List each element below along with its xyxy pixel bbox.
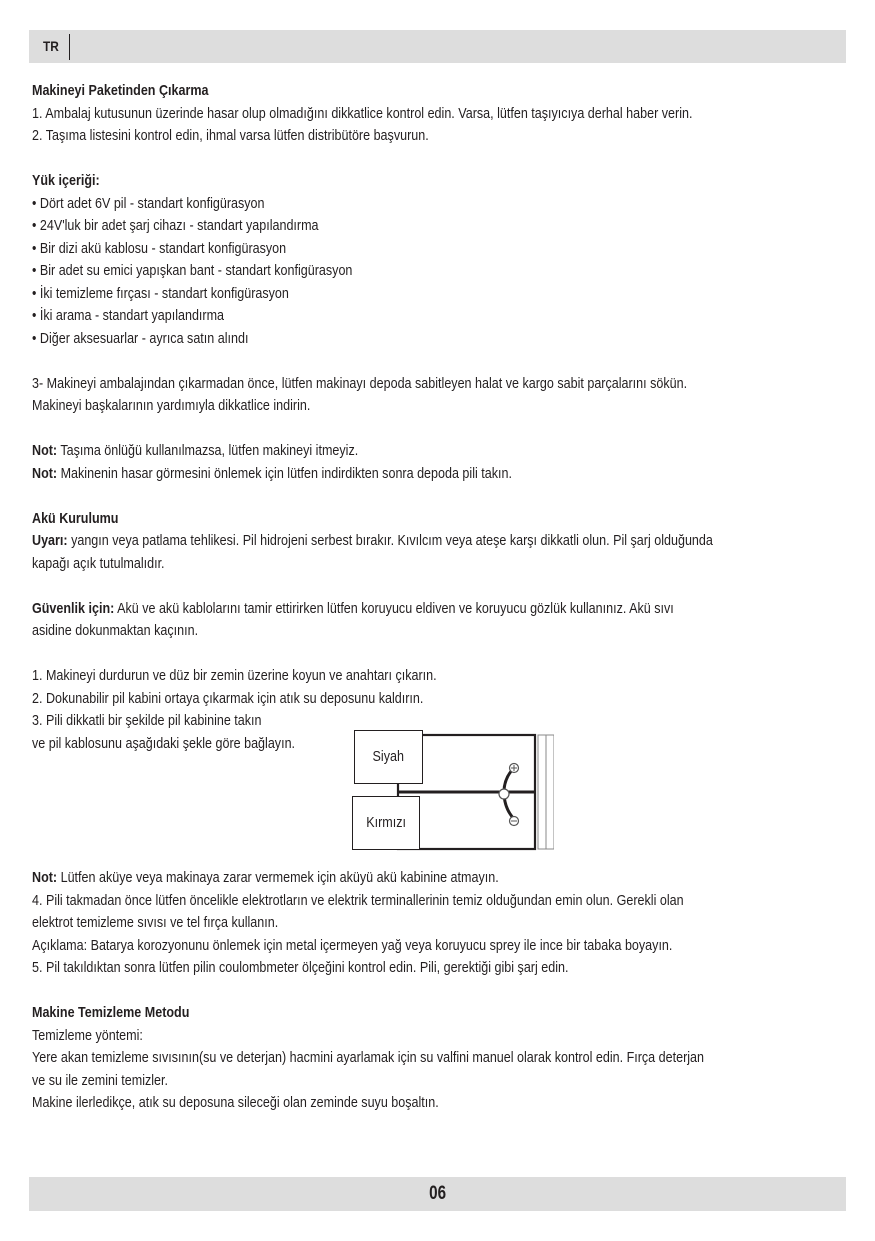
warning-label: Uyarı: [32, 533, 68, 549]
safety-text-cont: asidine dokunmaktan kaçının. [32, 623, 199, 639]
cleaning-line: Makine ilerledikçe, atık su deposuna sileceği olan zeminde suyu boşaltın. [32, 1095, 439, 1111]
note-label: Not: [32, 443, 58, 459]
note-line [32, 440, 737, 463]
warning-line [32, 530, 737, 553]
contents-item: • 24V'luk bir adet şarj cihazı - standart yapılandırma [32, 218, 319, 234]
page-footer-bar [29, 1177, 846, 1211]
unloading-line: Makineyi başkalarının yardımıyla dikkatlice indirin. [32, 398, 311, 414]
contents-item: • Bir adet su emici yapışkan bant - standart konfigürasyon [32, 263, 353, 279]
section-title-contents: Yük içeriği: [32, 173, 100, 189]
warning-text: yangın veya patlama tehlikesi. Pil hidrojeni serbest bırakır. Kıvılcım veya ateşe karşı dikkatli olun. Pil şarj olduğunda [67, 533, 713, 549]
battery-step: ve pil kablosunu aşağıdaki şekle göre bağlayın. [32, 735, 296, 752]
battery-wiring-diagram [354, 730, 554, 854]
page-header-bar [29, 30, 846, 63]
safety-line [32, 598, 737, 621]
warning-text-cont: kapağı açık tutulmalıdır. [32, 555, 165, 572]
battery-after-line: Açıklama: Batarya korozyonunu önlemek için metal içermeyen yağ veya koruyucu sprey ile ince bir tabaka boyayın. [32, 937, 673, 954]
note-text: Makinenin hasar görmesini önlemek için lütfen indirdikten sonra depoda pili takın. [57, 465, 512, 482]
battery-step: 1. Makineyi durdurun ve düz bir zemin üzerine koyun ve anahtarı çıkarın. [32, 668, 437, 684]
note-line [32, 463, 737, 486]
language-code: TR [43, 38, 59, 54]
cleaning-line: ve su ile zemini temizler. [32, 1072, 169, 1089]
cleaning-line: Temizleme yöntemi: [32, 1027, 143, 1044]
unloading-line: 3- Makineyi ambalajından çıkarmadan önce, lütfen makinayı depoda sabitleyen halat ve kargo sabit parçalarını sökün. [32, 375, 688, 392]
safety-text: Akü ve akü kablolarını tamir ettirirken lütfen koruyucu eldiven ve koruyucu gözlük kullanınız. Akü sıvı [114, 600, 674, 617]
note-line [32, 867, 737, 890]
battery-after-line: 4. Pili takmadan önce lütfen öncelikle elektrotların ve elektrik terminallerinin temiz olduğundan emin olun. Gerekli olan [32, 892, 684, 909]
unpacking-step: 2. Taşıma listesini kontrol edin, ihmal varsa lütfen distribütöre başvurun. [32, 128, 429, 144]
note-label: Not: [32, 870, 58, 886]
contents-item: • İki temizleme fırçası - standart konfigürasyon [32, 285, 289, 302]
section-title-unpacking: Makineyi Paketinden Çıkarma [32, 83, 209, 99]
contents-item: • Diğer aksesuarlar - ayrıca satın alındı [32, 330, 249, 347]
battery-after-line: elektrot temizleme sıvısı ve tel fırça kullanın. [32, 915, 279, 931]
header-divider [69, 34, 70, 60]
battery-after-line: 5. Pil takıldıktan sonra lütfen pilin coulombmeter ölçeğini kontrol edin. Pili, gerektiği gibi şarj edin. [32, 960, 569, 976]
page-content [32, 80, 852, 1115]
safety-label: Güvenlik için: [32, 600, 115, 617]
black-cable-label: Siyah [354, 730, 423, 784]
note-text: Taşıma önlüğü kullanılmazsa, lütfen makineyi itmeyiz. [57, 443, 359, 459]
note-label: Not: [32, 465, 58, 482]
contents-item: • İki arama - standart yapılandırma [32, 308, 225, 324]
note-text: Lütfen aküye veya makinaya zarar vermemek için aküyü akü kabinine atmayın. [57, 870, 499, 886]
battery-step: 3. Pili dikkatli bir şekilde pil kabinine takın [32, 713, 262, 729]
page-number: 06 [429, 1183, 446, 1204]
cleaning-line: Yere akan temizleme sıvısının(su ve deterjan) hacmini ayarlamak için su valfini manuel olarak kontrol edin. Fırça deterjan [32, 1050, 705, 1066]
section-title-battery: Akü Kurulumu [32, 510, 119, 527]
battery-step: 2. Dokunabilir pil kabini ortaya çıkarmak için atık su deposunu kaldırın. [32, 690, 424, 707]
section-title-cleaning: Makine Temizleme Metodu [32, 1005, 190, 1021]
contents-item: • Bir dizi akü kablosu - standart konfigürasyon [32, 240, 287, 257]
contents-item: • Dört adet 6V pil - standart konfigürasyon [32, 195, 265, 212]
unpacking-step: 1. Ambalaj kutusunun üzerinde hasar olup olmadığını dikkatlice kontrol edin. Varsa, lütfen taşıyıcıya derhal haber verin. [32, 105, 693, 122]
red-cable-label: Kırmızı [352, 796, 420, 850]
